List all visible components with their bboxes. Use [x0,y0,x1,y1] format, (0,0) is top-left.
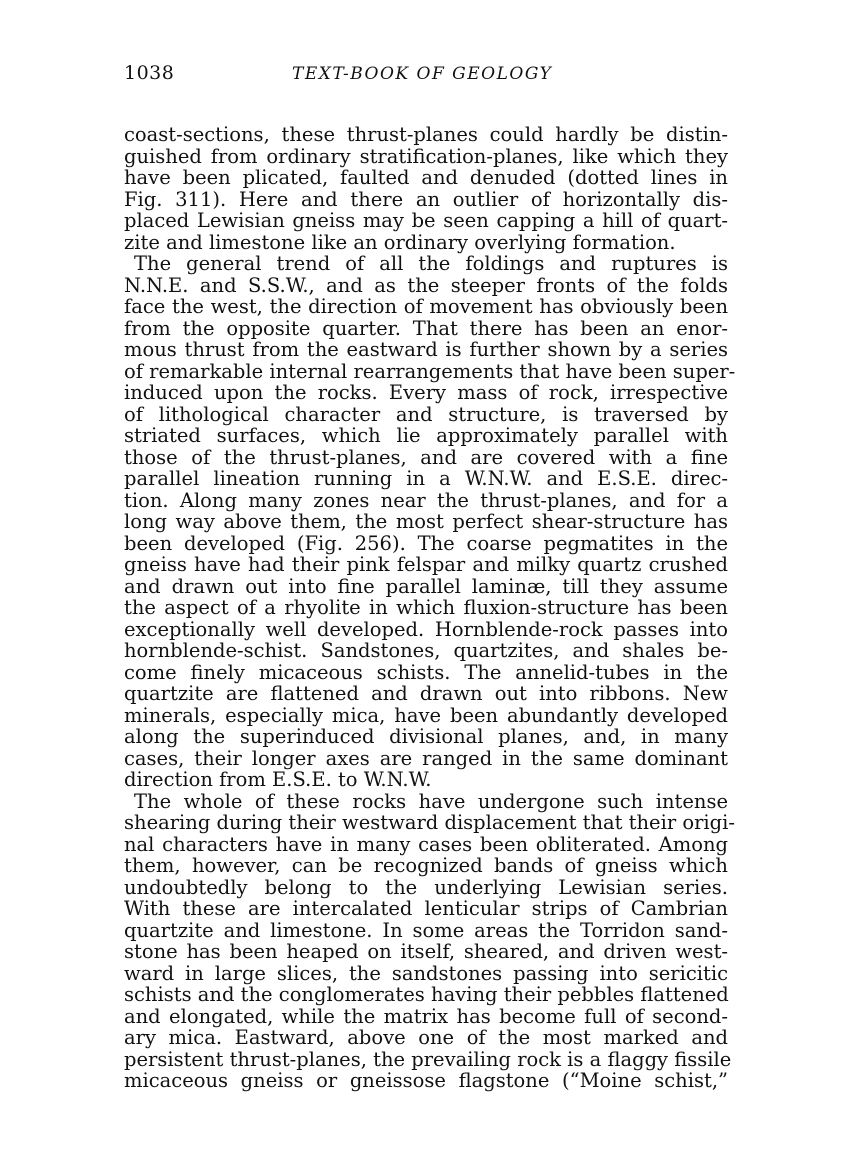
text-line: gneiss have had their pink felspar and milky quartz crushed [124,553,728,576]
text-line: from the opposite quarter. That there has been an enor- [124,316,728,340]
text-line: quartzite and limestone. In some areas the Torridon sand- [124,918,728,942]
text-line: The whole of these rocks have undergone such intense [134,789,728,813]
text-line: induced upon the rocks. Every mass of rock, irrespective [124,381,728,404]
body-text [124,123,736,1092]
text-line: schists and the conglomerates having their pebbles flattened [124,983,729,1006]
text-line: quartzite are flattened and drawn out into ribbons. New [124,682,728,705]
text-line: coast-sections, these thrust-planes could hardly be distin- [124,123,728,146]
text-line: The general trend of all the foldings and ruptures is [134,252,728,275]
text-line: parallel lineation running in a W.N.W. and E.S.E. direc- [124,467,728,490]
text-line: face the west, the direction of movement has obviously been [124,295,728,318]
running-head [124,62,728,92]
text-line: undoubtedly belong to the underlying Lewisian series. [124,875,728,899]
text-line: striated surfaces, which lie approximately parallel with [124,424,728,447]
text-line: along the superinduced divisional planes, and, in many [124,725,728,748]
text-line: persistent thrust-planes, the prevailing rock is a flaggy fissile [124,1047,732,1071]
text-line: direction from E.S.E. to W.N.W. [124,768,432,791]
book-page [124,62,736,1092]
text-line: have been plicated, faulted and denuded (dotted lines in [124,166,728,189]
text-line: long way above them, the most perfect shear-structure has [124,510,728,533]
paragraph [124,789,735,1092]
text-line: guished from ordinary stratification-planes, like which they [124,144,728,168]
text-line: hornblende-schist. Sandstones, quartzites, and shales be- [124,639,728,662]
text-line: been developed (Fig. 256). The coarse pegmatites in the [124,531,728,555]
text-line: and drawn out into fine parallel laminæ, till they assume [124,574,728,598]
text-line: minerals, especially mica, have been abundantly developed [124,703,728,727]
page-number: 1038 [124,62,175,84]
text-line: cases, their longer axes are ranged in the same dominant [124,746,728,770]
text-line: Fig. 311). Here and there an outlier of horizontally dis- [124,187,728,211]
running-title: TEXT-BOOK OF GEOLOGY [292,64,553,84]
text-line: shearing during their westward displacement that their origi- [124,811,735,834]
text-line: mous thrust from the eastward is further shown by a series [124,338,728,361]
text-line: the aspect of a rhyolite in which fluxion-structure has been [124,596,728,619]
text-line: those of the thrust-planes, and are covered with a fine [124,445,728,469]
text-line: and elongated, while the matrix has become full of second- [124,1004,728,1028]
text-line: ary mica. Eastward, above one of the most marked and [124,1026,728,1049]
text-line: zite and limestone like an ordinary overlying formation. [124,230,676,254]
text-line: nal characters have in many cases been obliterated. Among [124,832,728,856]
text-line: of lithological character and structure, is traversed by [124,402,728,426]
text-line: them, however, can be recognized bands of gneiss which [124,854,728,877]
text-line: of remarkable internal rearrangements that have been super- [124,359,736,383]
text-line: ward in large slices, the sandstones passing into sericitic [124,961,728,985]
text-line: tion. Along many zones near the thrust-planes, and for a [124,488,728,512]
text-line: With these are intercalated lenticular strips of Cambrian [124,897,728,920]
text-line: come finely micaceous schists. The annelid-tubes in the [124,660,728,684]
text-line: exceptionally well developed. Hornblende-rock passes into [124,617,728,641]
paragraph [124,124,728,253]
text-line: stone has been heaped on itself, sheared, and driven west- [124,940,728,963]
text-line: N.N.E. and S.S.W., and as the steeper fronts of the folds [124,273,728,297]
text-line: placed Lewisian gneiss may be seen capping a hill of quart- [124,209,728,232]
paragraph [124,252,736,791]
text-line: micaceous gneiss or gneissose flagstone (“Moine schist,” [124,1069,728,1092]
